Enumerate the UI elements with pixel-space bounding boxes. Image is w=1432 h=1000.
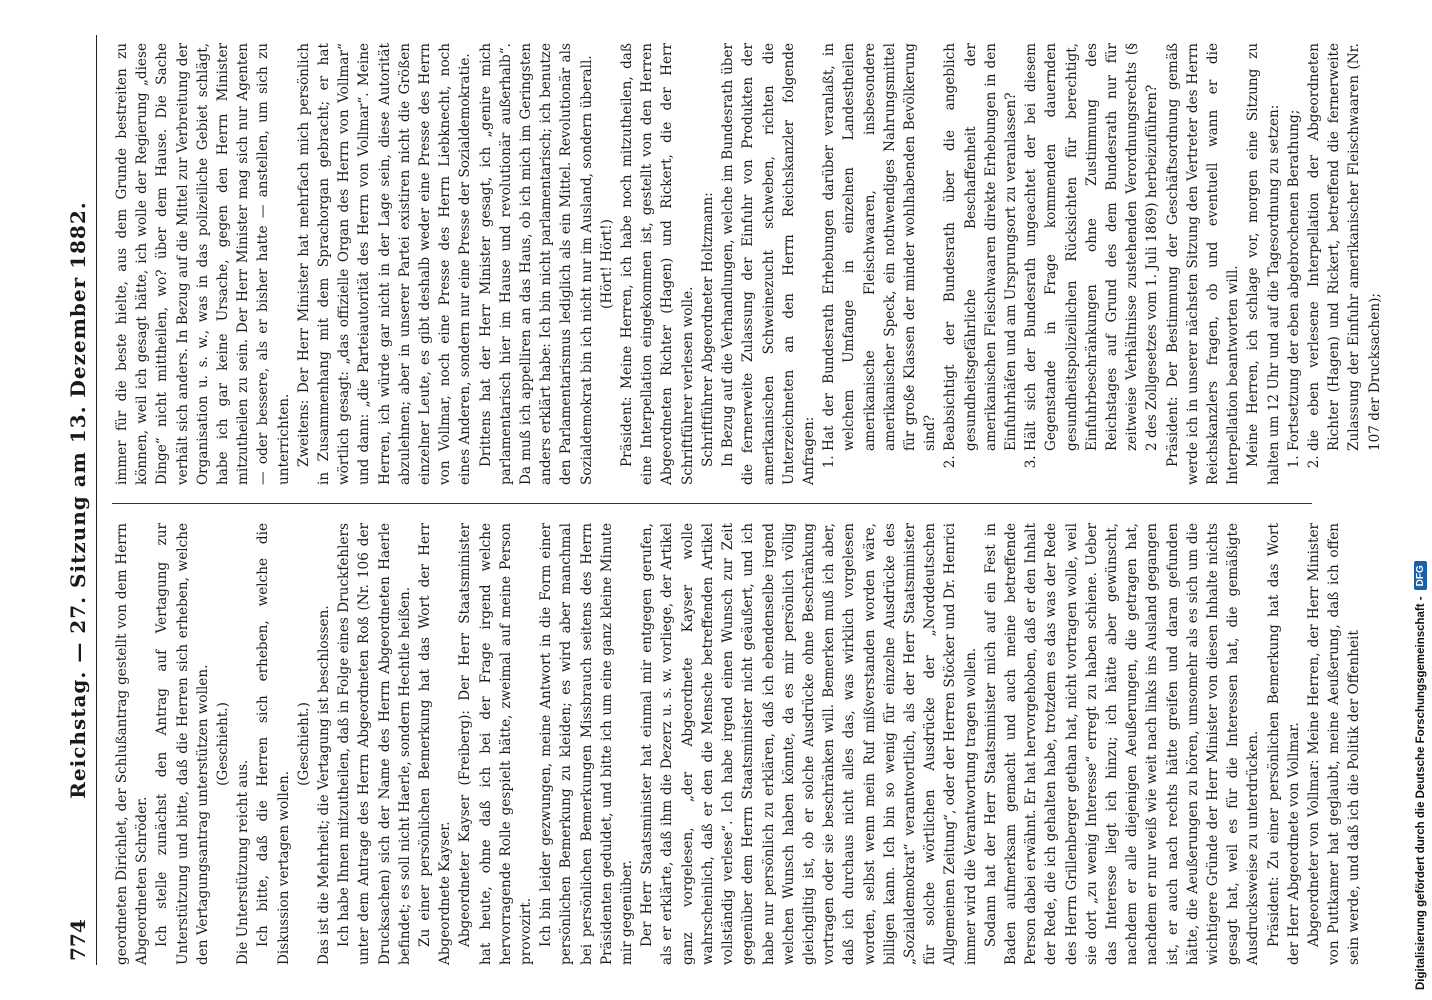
paragraph: Drittens hat der Herr Minister gesagt, ich „genire mich parlamentarisch hier im Hause und revolutionär außerhalb“. Da muß ich appelliren an das Haus, ob ich mich im Geringsten anders erklärt habe: Ich bin nicht parlamentarisch; ich benutze den Parlamentarismus lediglich als ein Mittel. Revolutionär als Sozialdemokrat bin ich nicht nur im Ausland, sondern überall. (477, 43, 595, 485)
paragraph: Ich bin leider gezwungen, meine Antwort in die Form einer persönlichen Bemerkung zu kleiden; es wird aber manchmal bei persönlichen Bemerkungen Missbrauch seitens des Herrn Präsidenten geduldet, und bitte ich um eine ganz kleine Minute mir gegenüber. (538, 523, 636, 965)
list-item: 2. die eben verlesene Interpellation der Abgeordneten Richter (Hagen) und Rickert, betreffend die fernerweite Zulassung der Einfuhr amerikanischer Fleischwaaren (Nr. 107 der Drucksachen); (1304, 43, 1385, 451)
list-item: 1. Fortsetzung der eben abgebrochenen Berathung; (1284, 43, 1304, 451)
paragraph: Ich stelle zunächst den Antrag auf Vertagung zur Unterstützung und bitte, daß die Herren sich erheben, welche den Vertagungsantrag unterstützen wollen. (154, 523, 211, 965)
page-number: 774 (66, 919, 90, 961)
paragraph: (Geschieht.) (295, 702, 312, 786)
paragraph: immer für die beste hielte, aus dem Grunde bestreiten zu können, weil ich gesagt hätte, ich wolle der Regierung „diese Dinge“ nicht mittheilen, wo? über dem Hause. Die Sache verhält sich anders. In Bezug auf die Mittel zur Verbreitung der Organisation u. s. w., was in das polizeiliche Gebiet schlägt, habe ich gar keine Ursache, gegen den Herrn Minister mitzutheilen zu sein. Der Herr Minister mag sich nur Agenten — oder bessere, als er bisher hatte — anstellen, um sich zu unterrichten. (114, 43, 292, 485)
paragraph: Meine Herren, ich schlage vor, morgen eine Sitzung zu halten um 12 Uhr und auf die Tagesordnung zu setzen: (1245, 43, 1282, 485)
dfg-logo: DFG (1414, 561, 1427, 590)
paragraph: Der Herr Staatsminister hat einmal mir entgegen gerufen, als er erklärte, daß ihm die Dezerz u. s. w. vorliege, der Artikel ganz vorgelesen, „der Abgeordnete Kayser wolle wahrscheinlich, daß er den die Mensche betreffenden Artikel vollständig verlese“. Ich habe irgend einen Wunsch zur Zeit gegenüber dem Herrn Staatsminister nicht geäußert, und ich habe nur persönlich zu erklären, daß ich ebendenselbe irgend welchen Wunsch haben könnte, da es mir persönlich völlig gleichgiltig ist, ob er solche Ausdrücke ohne Beschränkung vortragen oder sie beschränken will. Bemerken muß ich aber, daß ich durchaus nicht alles das, was wirklich vorgelesen worden, selbst wenn mein Ruf mißverstanden worden wäre, billigen kann. Ich bin so wenig für einzelne Ausdrücke des „Sozialdemokrat“ verantwortlich, als der Herr Staatsminister für solche wörtlichen Ausdrücke der „Norddeutschen Allgemeinen Zeitung“, oder der Herren Stöcker und Dr. Henrici immer wird die Verantwortung tragen wollen. (639, 523, 979, 965)
paragraph: Präsident: Der Bestimmung der Geschäftsordnung gemäß werde ich in unserer nächsten Sitzung den Vertreter des Herrn Reichskanzlers fragen, ob und eventuell wann er die Interpellation beantworten will. (1164, 43, 1242, 485)
paragraph: Abgeordneter Kayser (Freiberg): Der Herr Staatsminister hat heute, ohne daß ich bei der Frage irgend welche hervorragende Rolle gespielt hätte, zweimal auf meine Person provozirt. (457, 523, 535, 965)
paragraph: Präsident: Meine Herren, ich habe noch mitzutheilen, daß eine Interpellation eingekommen ist, gestellt von den Herren Abgeordneten Richter (Hagen) und Rickert, die der Herr Schriftführer verlesen wolle. (619, 43, 696, 485)
paragraph: geordneten Dirichlet, der Schlußantrag gestellt von dem Herrn Abgeordneten Schröder. (114, 523, 151, 965)
list-item: 3. Hält sich der Bundesrath ungeachtet der bei diesem Gegenstande in Frage kommenden dauernden gesundheitspolizeilichen Rücksichten für berechtigt, Einfuhrbeschränkungen ohne Zustimmung des Reichstages auf Grund des dem Bundesrath nur für zeitweise Verhältnisse zustehenden Verordnungsrechts (§ 2 des Zollgesetzes vom 1. Juli 1869) herbeizuführen? (1021, 43, 1162, 451)
newspaper-page (60, 35, 1383, 965)
list-item: 2. Beabsichtigt der Bundesrath über die angeblich gesundheitsgefährliche Beschaffenheit der amerikanischen Fleischwaaren direkte Erhebungen in den Einfuhrhäfen und am Ursprungsort zu veranlassen? (940, 43, 1021, 451)
paragraph: Abgeordneter von Vollmar: Meine Herren, der Herr Minister von Puttkamer hat geglaubt, meine Aeußerung, daß ich offen sein werde, und daß ich die Politik der Offenheit (1305, 523, 1363, 965)
paragraph: Das ist die Mehrheit; die Vertagung ist beschlossen. (316, 605, 333, 965)
right-column-body (112, 43, 819, 485)
paragraph: Die Unterstützung reicht aus. (235, 759, 252, 965)
column-divider (112, 503, 1312, 504)
paragraph: Ich habe Ihnen mitzutheilen, daß in Folge eines Druckfehlers unter dem Antrage des Herrn Abgeordneten Roß (Nr. 106 der Drucksachen) sich der Name des Herrn Abgeordneten Haerle befindet; es soll nicht Haerle, sondern Hechtle heißen. (336, 523, 413, 965)
credit-text: Digitalisierung gefördert durch die Deutsche Forschungsgemeinschaft - (1414, 596, 1427, 990)
paragraph: Zweitens: Der Herr Minister hat mehrfach mich persönlich in Zusammenhang mit dem Sprachorgan gebracht; er hat wörtlich gesagt: „das offizielle Organ des Herrn von Vollmar“ und dann: „die Parteiautorität des Herrn von Vollmar“. Meine Herren, ich würde gar nicht in der Lage sein, diese Autorität abzulehnen; aber in unserer Partei existiren nicht die Größen einzelner Leute, es gibt deshalb weder eine Presse des Herrn von Vollmar, noch eine Presse des Herrn Liebknecht, noch eines Anderen, sondern nur eine Presse der Sozialdemokratie. (295, 43, 474, 485)
paragraph: (Hört! Hört!) (598, 219, 615, 309)
interpellation-questions (819, 43, 1162, 485)
paragraph: Sodann hat der Herr Staatsminister mich auf ein Fest in Baden aufmerksam gemacht und auch meine betreffende Person dabei erwähnt. Er hat hervorgehoben, daß er den Inhalt der Rede, die ich gehalten habe, trotzdem es das was der Rede des Herrn Grillenberger gethan hat, nicht vortragen wolle, weil sie dort „zu wenig Interesse“ erregt zu haben schiene. Ueber das Interesse liegt ich hinzu; ich hätte aber gewünscht, nachdem er alle diejenigen Aeußerungen, die getragen hat, nachdem er nur weiß wie weit nach links ins Ausland gegangen ist, er auch nach rechts hätte greifen und daran gefunden hätte, die Aeußerungen zu hören, umsomehr als es sich um die wichtigere Gründe der Herr Minister von diesen Inhalte nichts gesagt hat, weil es für die Interessen hat, die gemäßigte Ausdrucksweise zu unterdrücken. (982, 523, 1262, 965)
agenda-list (1284, 43, 1385, 485)
paragraph: Schriftführer Abgeordneter Holtzmann: (699, 192, 716, 467)
right-column (112, 43, 1383, 485)
dfg-credit (1392, 0, 1432, 1000)
left-column (112, 523, 1363, 965)
paragraph: In Bezug auf die Verhandlungen, welche im Bundesrath über die fernerweite Zulassung der Einfuhr von Produkten der amerikanischen Schweinezucht schweben, richten die Unterzeichneten an den Herrn Reichskanzler folgende Anfragen: (720, 43, 817, 485)
paragraph: Präsident: Zu einer persönlichen Bemerkung hat das Wort der Herr Abgeordnete von Vollmar. (1265, 523, 1302, 965)
paragraph: (Geschieht.) (215, 702, 232, 786)
paragraph: Zu einer persönlichen Bemerkung hat das Wort der Herr Abgeordnete Kayser. (417, 523, 454, 965)
list-item: 1. Hat der Bundesrath Erhebungen darüber veranlaßt, in welchem Umfange in einzelnen Landestheilen amerikanische Fleischwaaren, insbesondere amerikanischer Speck, ein nothwendiges Nahrungsmittel für große Klassen der minder wohlhabenden Bevölkerung sind? (819, 43, 940, 451)
running-head: Reichstag. — 27. Sitzung am 13. Dezember 1882. (66, 201, 90, 799)
paragraph: Ich bitte, daß die Herren sich erheben, welche die Diskussion vertagen wollen. (255, 523, 292, 965)
right-column-tail (1163, 43, 1284, 485)
page-header (60, 35, 97, 965)
